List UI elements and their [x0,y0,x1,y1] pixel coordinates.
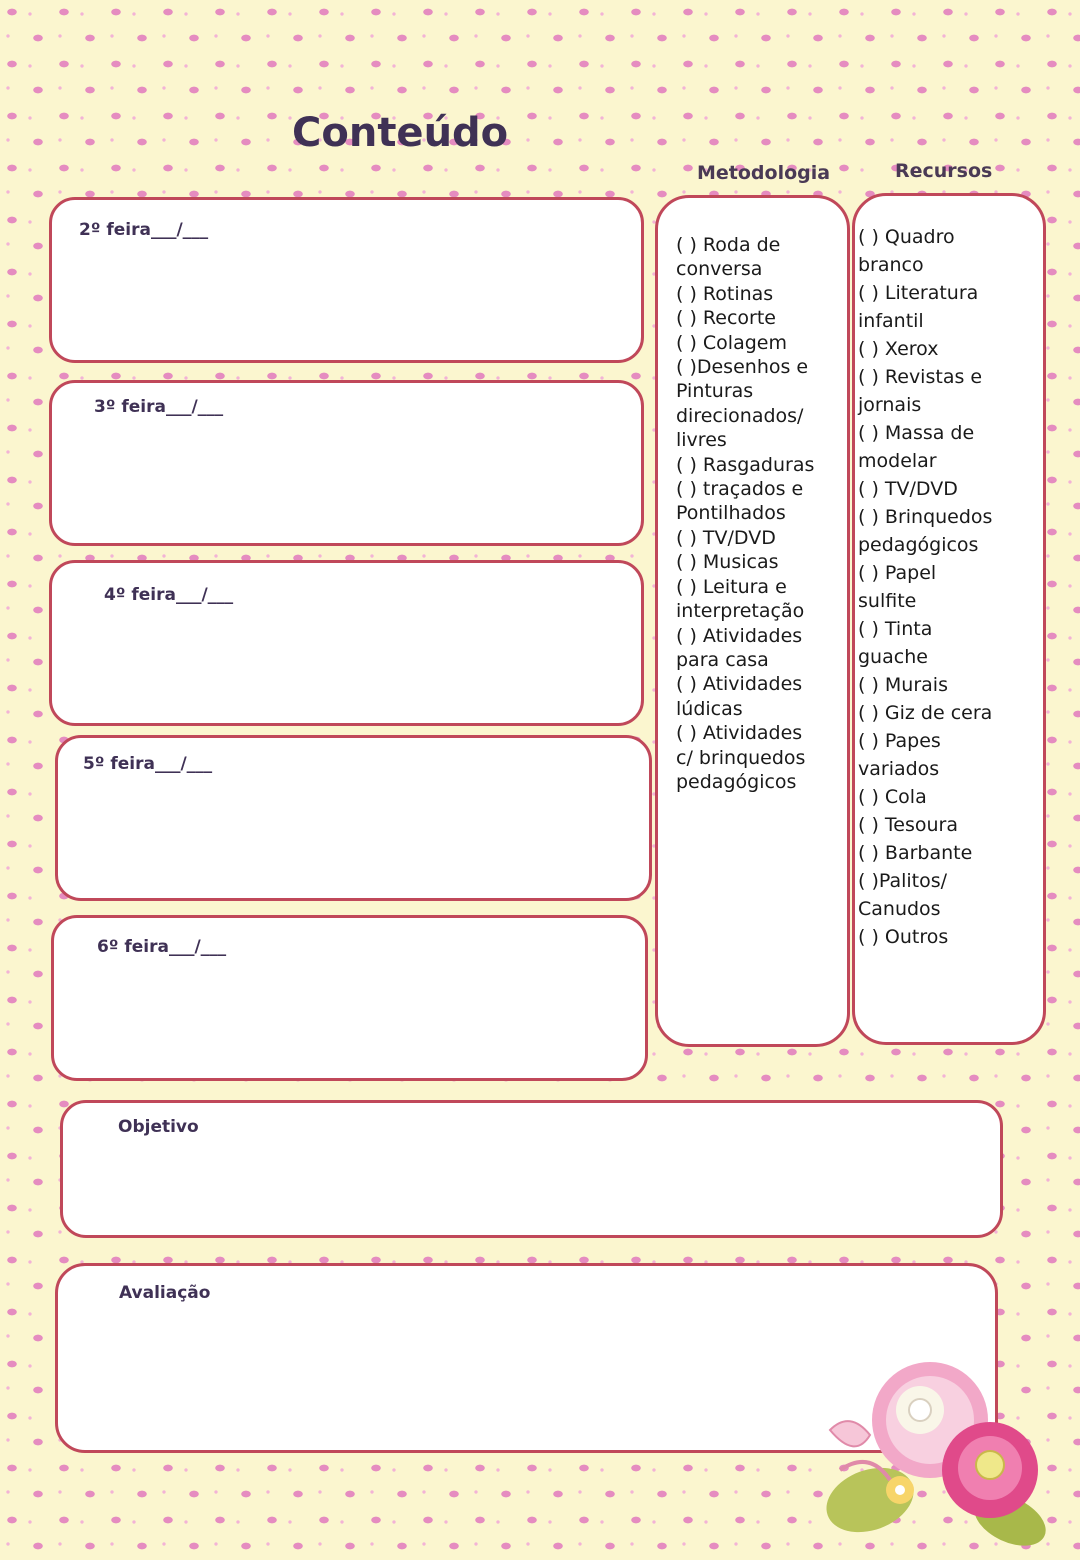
metodologia-item: interpretação [676,600,805,623]
metodologia-item: para casa [676,648,769,671]
metodologia-item: ( ) TV/DVD [676,526,776,549]
recursos-item: ( ) Outros [858,926,949,948]
metodologia-item: lúdicas [676,697,743,720]
recursos-item: ( ) Tinta [858,618,933,640]
metodologia-item: direcionados/ [676,404,804,427]
recursos-item: modelar [858,450,937,472]
recursos-item: ( ) TV/DVD [858,478,958,500]
metodologia-item: Pontilhados [676,502,786,525]
metodologia-item: ( )Desenhos e [676,356,809,379]
recursos-item: variados [858,758,940,780]
recursos-item: ( ) Cola [858,786,927,808]
recursos-item: ( ) Giz de cera [858,702,993,724]
recursos-item: ( ) Brinquedos [858,506,993,528]
recursos-item: ( ) Revistas e [858,366,983,388]
flower-button-icon [810,1350,1050,1550]
day-label: 4º feira___/___ [104,585,234,605]
recursos-item: ( ) Barbante [858,842,973,864]
recursos-heading: Recursos [895,160,993,182]
metodologia-list [676,233,814,794]
recursos-item: ( ) Tesoura [858,814,958,836]
metodologia-item: ( ) Roda de [676,234,781,256]
day-box-monday[interactable] [49,197,644,363]
metodologia-item: pedagógicos [676,770,797,793]
recursos-item: Canudos [858,898,941,920]
day-box-tuesday[interactable] [49,380,644,546]
objetivo-box[interactable] [60,1100,1003,1238]
recursos-item: ( ) Xerox [858,338,939,360]
recursos-item: jornais [858,394,922,416]
recursos-item: ( ) Quadro [858,226,955,248]
metodologia-item: ( ) Atividades [676,673,803,696]
metodologia-item: conversa [676,258,763,281]
recursos-item: ( )Palitos/ [858,870,948,892]
metodologia-heading: Metodologia [697,162,831,184]
day-label: 6º feira___/___ [97,937,227,957]
recursos-item: ( ) Papes [858,730,941,752]
recursos-item: ( ) Massa de [858,422,975,444]
objetivo-label: Objetivo [118,1117,199,1137]
recursos-item: pedagógicos [858,534,979,556]
recursos-item: sulfite [858,590,917,612]
metodologia-item: ( ) Musicas [676,551,779,574]
recursos-item: ( ) Papel [858,562,937,584]
recursos-item: ( ) Literatura [858,282,979,304]
recursos-list [858,223,992,951]
recursos-item: infantil [858,310,924,332]
day-box-friday[interactable] [51,915,648,1081]
metodologia-item: ( ) traçados e [676,478,804,501]
metodologia-item: ( ) Rasgaduras [676,453,815,476]
day-box-thursday[interactable] [55,735,652,901]
day-box-wednesday[interactable] [49,560,644,726]
page-title: Conteúdo [292,110,509,156]
metodologia-item: ( ) Colagem [676,331,787,354]
recursos-item: guache [858,646,928,668]
recursos-item: ( ) Murais [858,674,948,696]
metodologia-item: ( ) Leitura e [676,575,787,598]
metodologia-item: ( ) Atividades [676,722,803,745]
metodologia-item: livres [676,429,727,452]
metodologia-item: c/ brinquedos [676,746,806,769]
metodologia-item: Pinturas [676,380,754,403]
metodologia-item: ( ) Rotinas [676,282,774,305]
metodologia-item: ( ) Atividades [676,624,803,647]
metodologia-item: ( ) Recorte [676,307,776,330]
avaliacao-label: Avaliação [119,1283,211,1303]
day-label: 5º feira___/___ [83,754,213,774]
day-label: 3º feira___/___ [94,397,224,417]
recursos-item: branco [858,254,924,276]
day-label: 2º feira___/___ [79,220,209,240]
